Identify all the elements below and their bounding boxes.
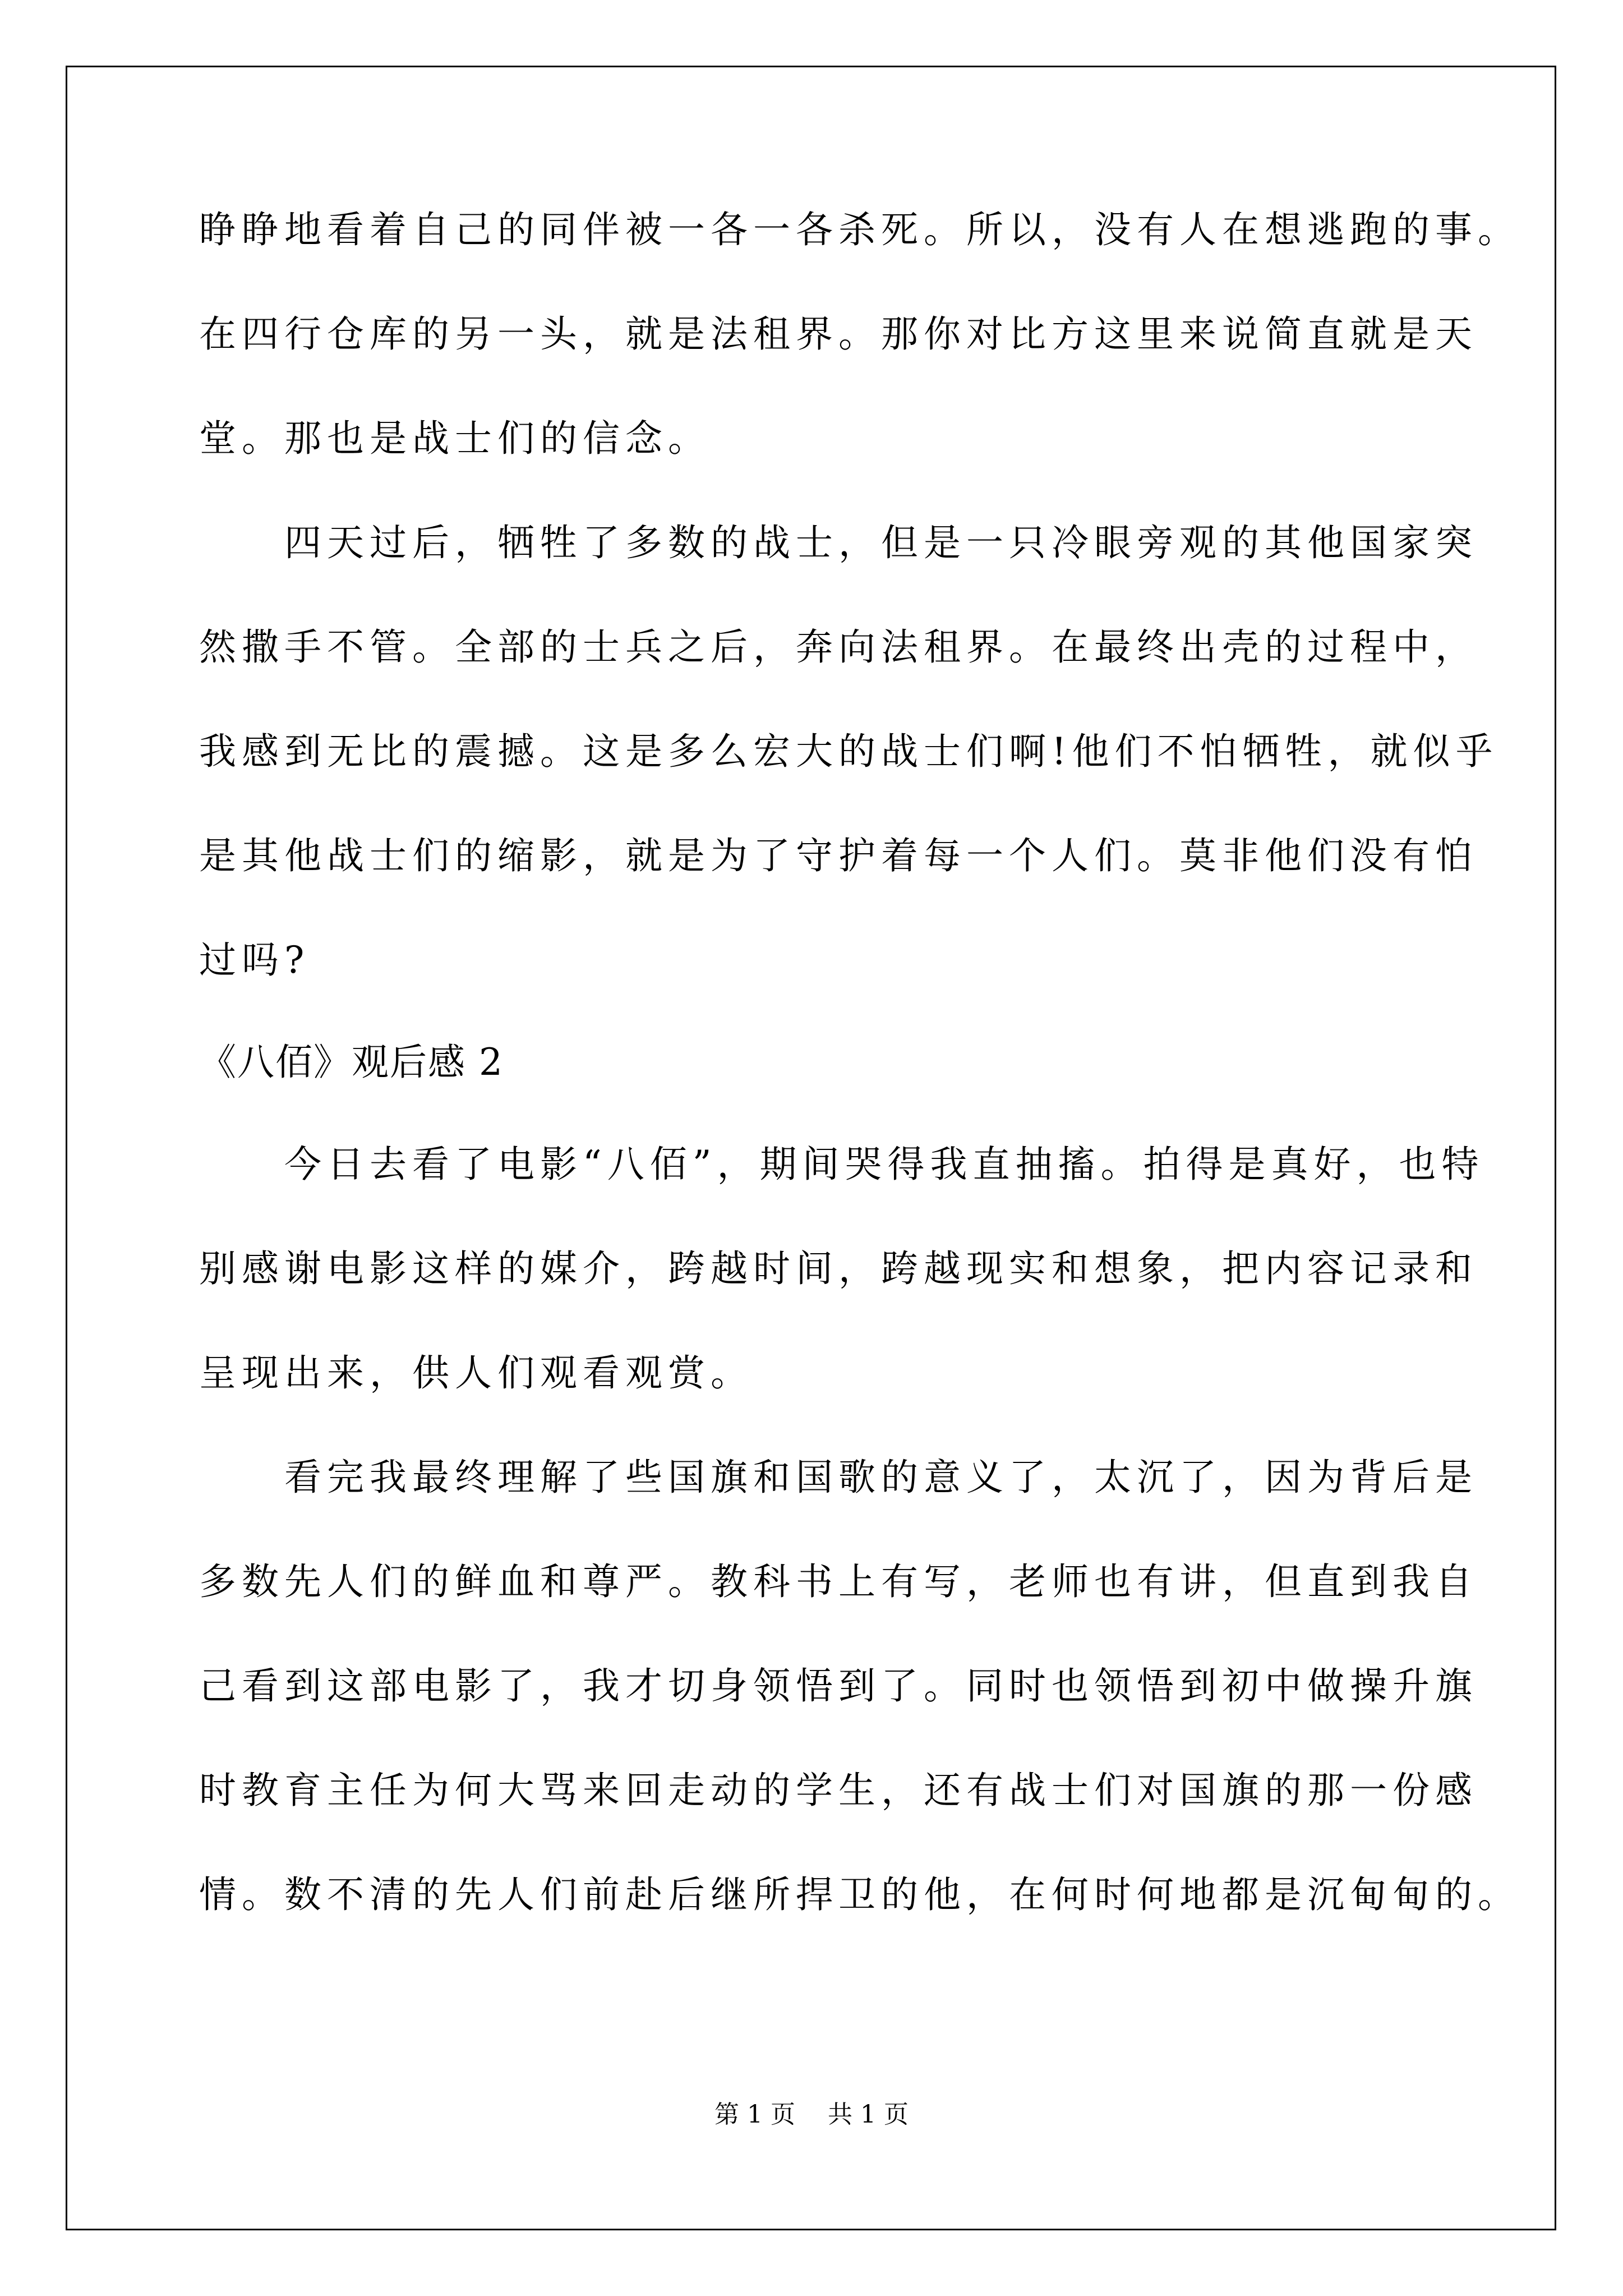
text-line: 在四行仓库的另一头，就是法租界。那你对比方这里来说简直就是天 [199,312,1478,356]
text-line: 看完我最终理解了些国旗和国歌的意义了，太沉了，因为背后是 [199,1456,1478,1499]
text-line: 多数先人们的鲜血和尊严。教科书上有写，老师也有讲，但直到我自 [199,1560,1478,1603]
text-line: 时教育主任为何大骂来回走动的学生，还有战士们对国旗的那一份感 [199,1769,1478,1812]
text-line: 我感到无比的震撼。这是多么宏大的战士们啊!他们不怕牺牲，就似乎 [199,730,1498,773]
page-footer: 第 1 页 共 1 页 [714,2100,909,2129]
text-line: 堂。那也是战士们的信念。 [199,417,711,460]
text-line: 今日去看了电影“八佰”，期间哭得我直抽搐。拍得是真好，也特 [199,1143,1484,1186]
text-line: 是其他战士们的缩影，就是为了守护着每一个人们。莫非他们没有怕 [199,834,1478,877]
text-line: 四天过后，牺牲了多数的战士，但是一只冷眼旁观的其他国家突 [199,521,1478,564]
text-line: 情。数不清的先人们前赴后继所捍卫的他，在何时何地都是沉甸甸的。 [199,1873,1520,1916]
text-line: 睁睁地看着自己的同伴被一各一各杀死。所以，没有人在想逃跑的事。 [199,208,1520,251]
text-line: 别感谢电影这样的媒介，跨越时间，跨越现实和想象，把内容记录和 [199,1247,1478,1290]
text-line: 己看到这部电影了，我才切身领悟到了。同时也领悟到初中做操升旗 [199,1664,1478,1708]
text-line: 过吗? [199,938,310,982]
section-heading: 《八佰》观后感 2 [199,1041,504,1084]
text-line: 然撒手不管。全部的士兵之后，奔向法租界。在最终出壳的过程中， [199,625,1478,669]
text-line: 呈现出来，供人们观看观赏。 [199,1351,753,1395]
